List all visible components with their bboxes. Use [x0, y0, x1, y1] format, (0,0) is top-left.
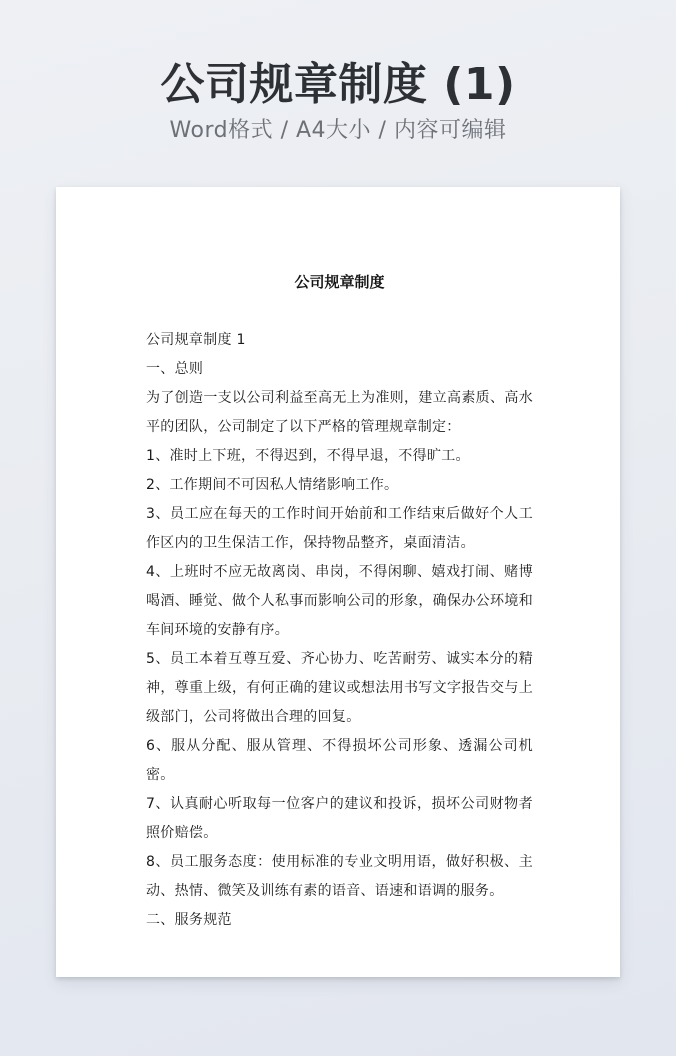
document-paragraph: 一、总则 — [146, 361, 204, 377]
document-paragraph: 1、准时上下班，不得迟到，不得早退，不得旷工。 — [146, 448, 470, 464]
document-paragraph: 3、员工应在每天的工作时间开始前和工作结束后做好个人工作区内的卫生保洁工作，保持物品整齐，桌面清洁。 — [146, 506, 533, 551]
preview-header — [0, 0, 676, 145]
document-paragraph: 公司规章制度 1 — [146, 332, 246, 348]
document-paragraph: 4、上班时不应无故离岗、串岗，不得闲聊、嬉戏打闹、赌博喝酒、睡觉、做个人私事而影响公司的形象，确保办公环境和车间环境的安静有序。 — [146, 564, 533, 638]
preview-title: 公司规章制度 (1) — [160, 59, 516, 110]
document-paragraph: 8、员工服务态度：使用标准的专业文明用语，做好积极、主动、热情、微笑及训练有素的语音、语速和语调的服务。 — [146, 854, 533, 899]
document-paragraph: 6、服从分配、服从管理、不得损坏公司形象、透漏公司机密。 — [146, 738, 533, 783]
document-body — [146, 326, 533, 935]
document-page — [56, 187, 620, 977]
preview-subtitle: Word格式 / A4大小 / 内容可编辑 — [169, 118, 507, 143]
document-paragraph: 7、认真耐心听取每一位客户的建议和投诉，损坏公司财物者照价赔偿。 — [146, 796, 533, 841]
document-paragraph: 为了创造一支以公司利益至高无上为准则，建立高素质、高水平的团队，公司制定了以下严格的管理规章制定： — [146, 390, 533, 435]
document-paragraph: 2、工作期间不可因私人情绪影响工作。 — [146, 477, 399, 493]
document-title: 公司规章制度 — [294, 273, 385, 291]
document-paragraph: 二、服务规范 — [146, 912, 232, 928]
document-paragraph: 5、员工本着互尊互爱、齐心协力、吃苦耐劳、诚实本分的精神，尊重上级，有何正确的建议或想法用书写文字报告交与上级部门，公司将做出合理的回复。 — [146, 651, 533, 725]
